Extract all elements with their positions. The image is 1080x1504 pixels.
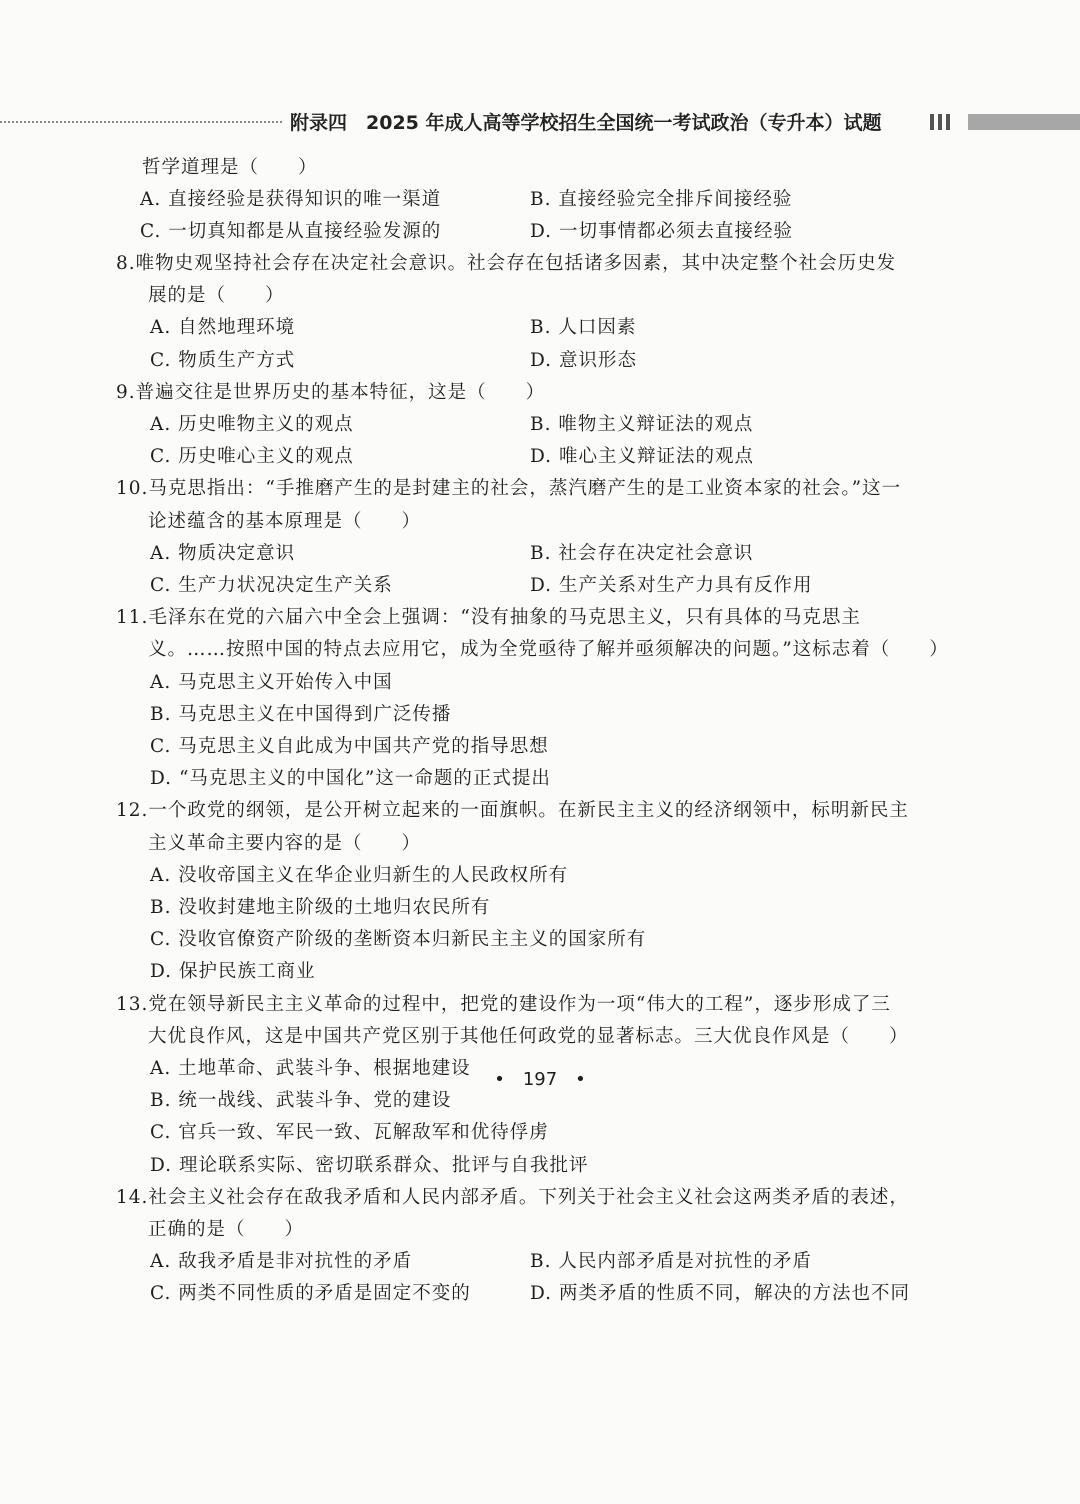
question-8-option-c: C. 物质生产方式 xyxy=(150,350,296,371)
question-12-option-c: C. 没收官僚资产阶级的垄断资本归新民主主义的国家所有 xyxy=(150,929,647,950)
question-stem-text: 论述蕴含的基本原理是（ ） xyxy=(148,511,422,532)
question-7-option-b: B. 直接经验完全排斥间接经验 xyxy=(530,189,793,210)
question-number: 11. xyxy=(116,607,149,628)
question-9-option-a: A. 历史唯物主义的观点 xyxy=(150,414,354,435)
question-11-option-a: A. 马克思主义开始传入中国 xyxy=(150,672,393,693)
question-13-option-b: B. 统一战线、武装斗争、党的建设 xyxy=(150,1090,452,1111)
question-number: 9. xyxy=(116,382,136,403)
question-14-option-d: D. 两类矛盾的性质不同，解决的方法也不同 xyxy=(530,1283,910,1304)
question-8-option-d: D. 意识形态 xyxy=(530,350,637,371)
question-9-stem-line xyxy=(116,381,545,405)
question-stem-text: 唯物史观坚持社会存在决定社会意识。社会存在包括诸多因素，其中决定整个社会历史发 xyxy=(135,253,897,274)
question-10-option-a: A. 物质决定意识 xyxy=(150,543,296,564)
question-7-option-a: A. 直接经验是获得知识的唯一渠道 xyxy=(140,189,442,210)
question-13-option-a: A. 土地革命、武装斗争、根据地建设 xyxy=(150,1058,471,1079)
page-number: • 197 • xyxy=(494,1069,586,1090)
question-7-stem-end: 哲学道理是（ ） xyxy=(142,157,318,178)
question-12-option-d: D. 保护民族工商业 xyxy=(150,961,316,982)
question-11-option-d: D. “马克思主义的中国化”这一命题的正式提出 xyxy=(150,768,551,789)
question-number: 8. xyxy=(116,253,136,274)
header-title: 附录四 2025 年成人高等学校招生全国统一考试政治（专升本）试题 xyxy=(290,112,882,134)
question-10-option-c: C. 生产力状况决定生产关系 xyxy=(150,575,393,596)
question-8-stem-line xyxy=(116,252,896,276)
question-stem-text: 大优良作风，这是中国共产党区别于其他任何政党的显著标志。三大优良作风是（ ） xyxy=(148,1026,909,1047)
question-13-stem-line xyxy=(148,1025,909,1049)
question-13-stem-line xyxy=(116,993,891,1017)
question-13-option-c: C. 官兵一致、军民一致、瓦解敌军和优待俘虏 xyxy=(150,1122,549,1143)
question-stem-text: 党在领导新民主主义革命的过程中，把党的建设作为一项“伟大的工程”，逐步形成了三 xyxy=(148,994,891,1015)
question-7-option-d: D. 一切事情都必须去直接经验 xyxy=(530,221,793,242)
question-14-option-c: C. 两类不同性质的矛盾是固定不变的 xyxy=(150,1283,471,1304)
question-9-option-c: C. 历史唯心主义的观点 xyxy=(150,446,354,467)
question-11-option-c: C. 马克思主义自此成为中国共产党的指导思想 xyxy=(150,736,549,757)
question-stem-text: 义。……按照中国的特点去应用它，成为全党亟待了解并亟须解决的问题。”这标志着（ ） xyxy=(148,639,949,660)
question-stem-text: 马克思指出：“手推磨产生的是封建主的社会，蒸汽磨产生的是工业资本家的社会。”这一 xyxy=(148,478,902,499)
question-stem-text: 展的是（ ） xyxy=(148,285,285,306)
question-7-option-c: C. 一切真知都是从直接经验发源的 xyxy=(140,221,442,242)
question-11-stem-line xyxy=(148,638,949,662)
question-12-option-b: B. 没收封建地主阶级的土地归农民所有 xyxy=(150,897,491,918)
question-11-stem-line xyxy=(116,606,861,630)
question-8-option-a: A. 自然地理环境 xyxy=(150,317,296,338)
question-14-option-b: B. 人民内部矛盾是对抗性的矛盾 xyxy=(530,1251,812,1272)
header-bar-marks xyxy=(930,114,954,130)
question-12-option-a: A. 没收帝国主义在华企业归新生的人民政权所有 xyxy=(150,865,569,886)
question-14-option-a: A. 敌我矛盾是非对抗性的矛盾 xyxy=(150,1251,413,1272)
question-10-stem-line xyxy=(148,510,421,534)
question-14-stem-line xyxy=(116,1186,909,1210)
question-11-option-b: B. 马克思主义在中国得到广泛传播 xyxy=(150,704,452,725)
question-14-stem-line xyxy=(148,1218,304,1242)
question-number: 12. xyxy=(116,800,149,821)
question-number: 13. xyxy=(116,994,149,1015)
header-grey-bar xyxy=(968,114,1080,130)
question-9-option-d: D. 唯心主义辩证法的观点 xyxy=(530,446,754,467)
question-stem-text: 普遍交往是世界历史的基本特征，这是（ ） xyxy=(135,382,546,403)
question-number: 14. xyxy=(116,1187,149,1208)
question-12-stem-line xyxy=(148,832,421,856)
question-13-option-d: D. 理论联系实际、密切联系群众、批评与自我批评 xyxy=(150,1155,589,1176)
question-8-option-b: B. 人口因素 xyxy=(530,317,637,338)
question-stem-text: 社会主义社会存在敌我矛盾和人民内部矛盾。下列关于社会主义社会这两类矛盾的表述， xyxy=(148,1187,909,1208)
question-10-option-d: D. 生产关系对生产力具有反作用 xyxy=(530,575,813,596)
question-stem-text: 主义革命主要内容的是（ ） xyxy=(148,833,422,854)
running-header xyxy=(0,108,1080,136)
question-12-stem-line xyxy=(116,799,909,823)
question-stem-text: 一个政党的纲领，是公开树立起来的一面旗帜。在新民主主义的经济纲领中，标明新民主 xyxy=(148,800,909,821)
question-number: 10. xyxy=(116,478,149,499)
question-stem-text: 毛泽东在党的六届六中全会上强调：“没有抽象的马克思主义，只有具体的马克思主 xyxy=(148,607,861,628)
question-8-stem-line xyxy=(148,284,285,308)
header-dotted-rule xyxy=(0,121,282,123)
question-9-option-b: B. 唯物主义辩证法的观点 xyxy=(530,414,754,435)
question-10-option-b: B. 社会存在决定社会意识 xyxy=(530,543,754,564)
question-10-stem-line xyxy=(116,477,901,501)
question-stem-text: 正确的是（ ） xyxy=(148,1219,305,1240)
